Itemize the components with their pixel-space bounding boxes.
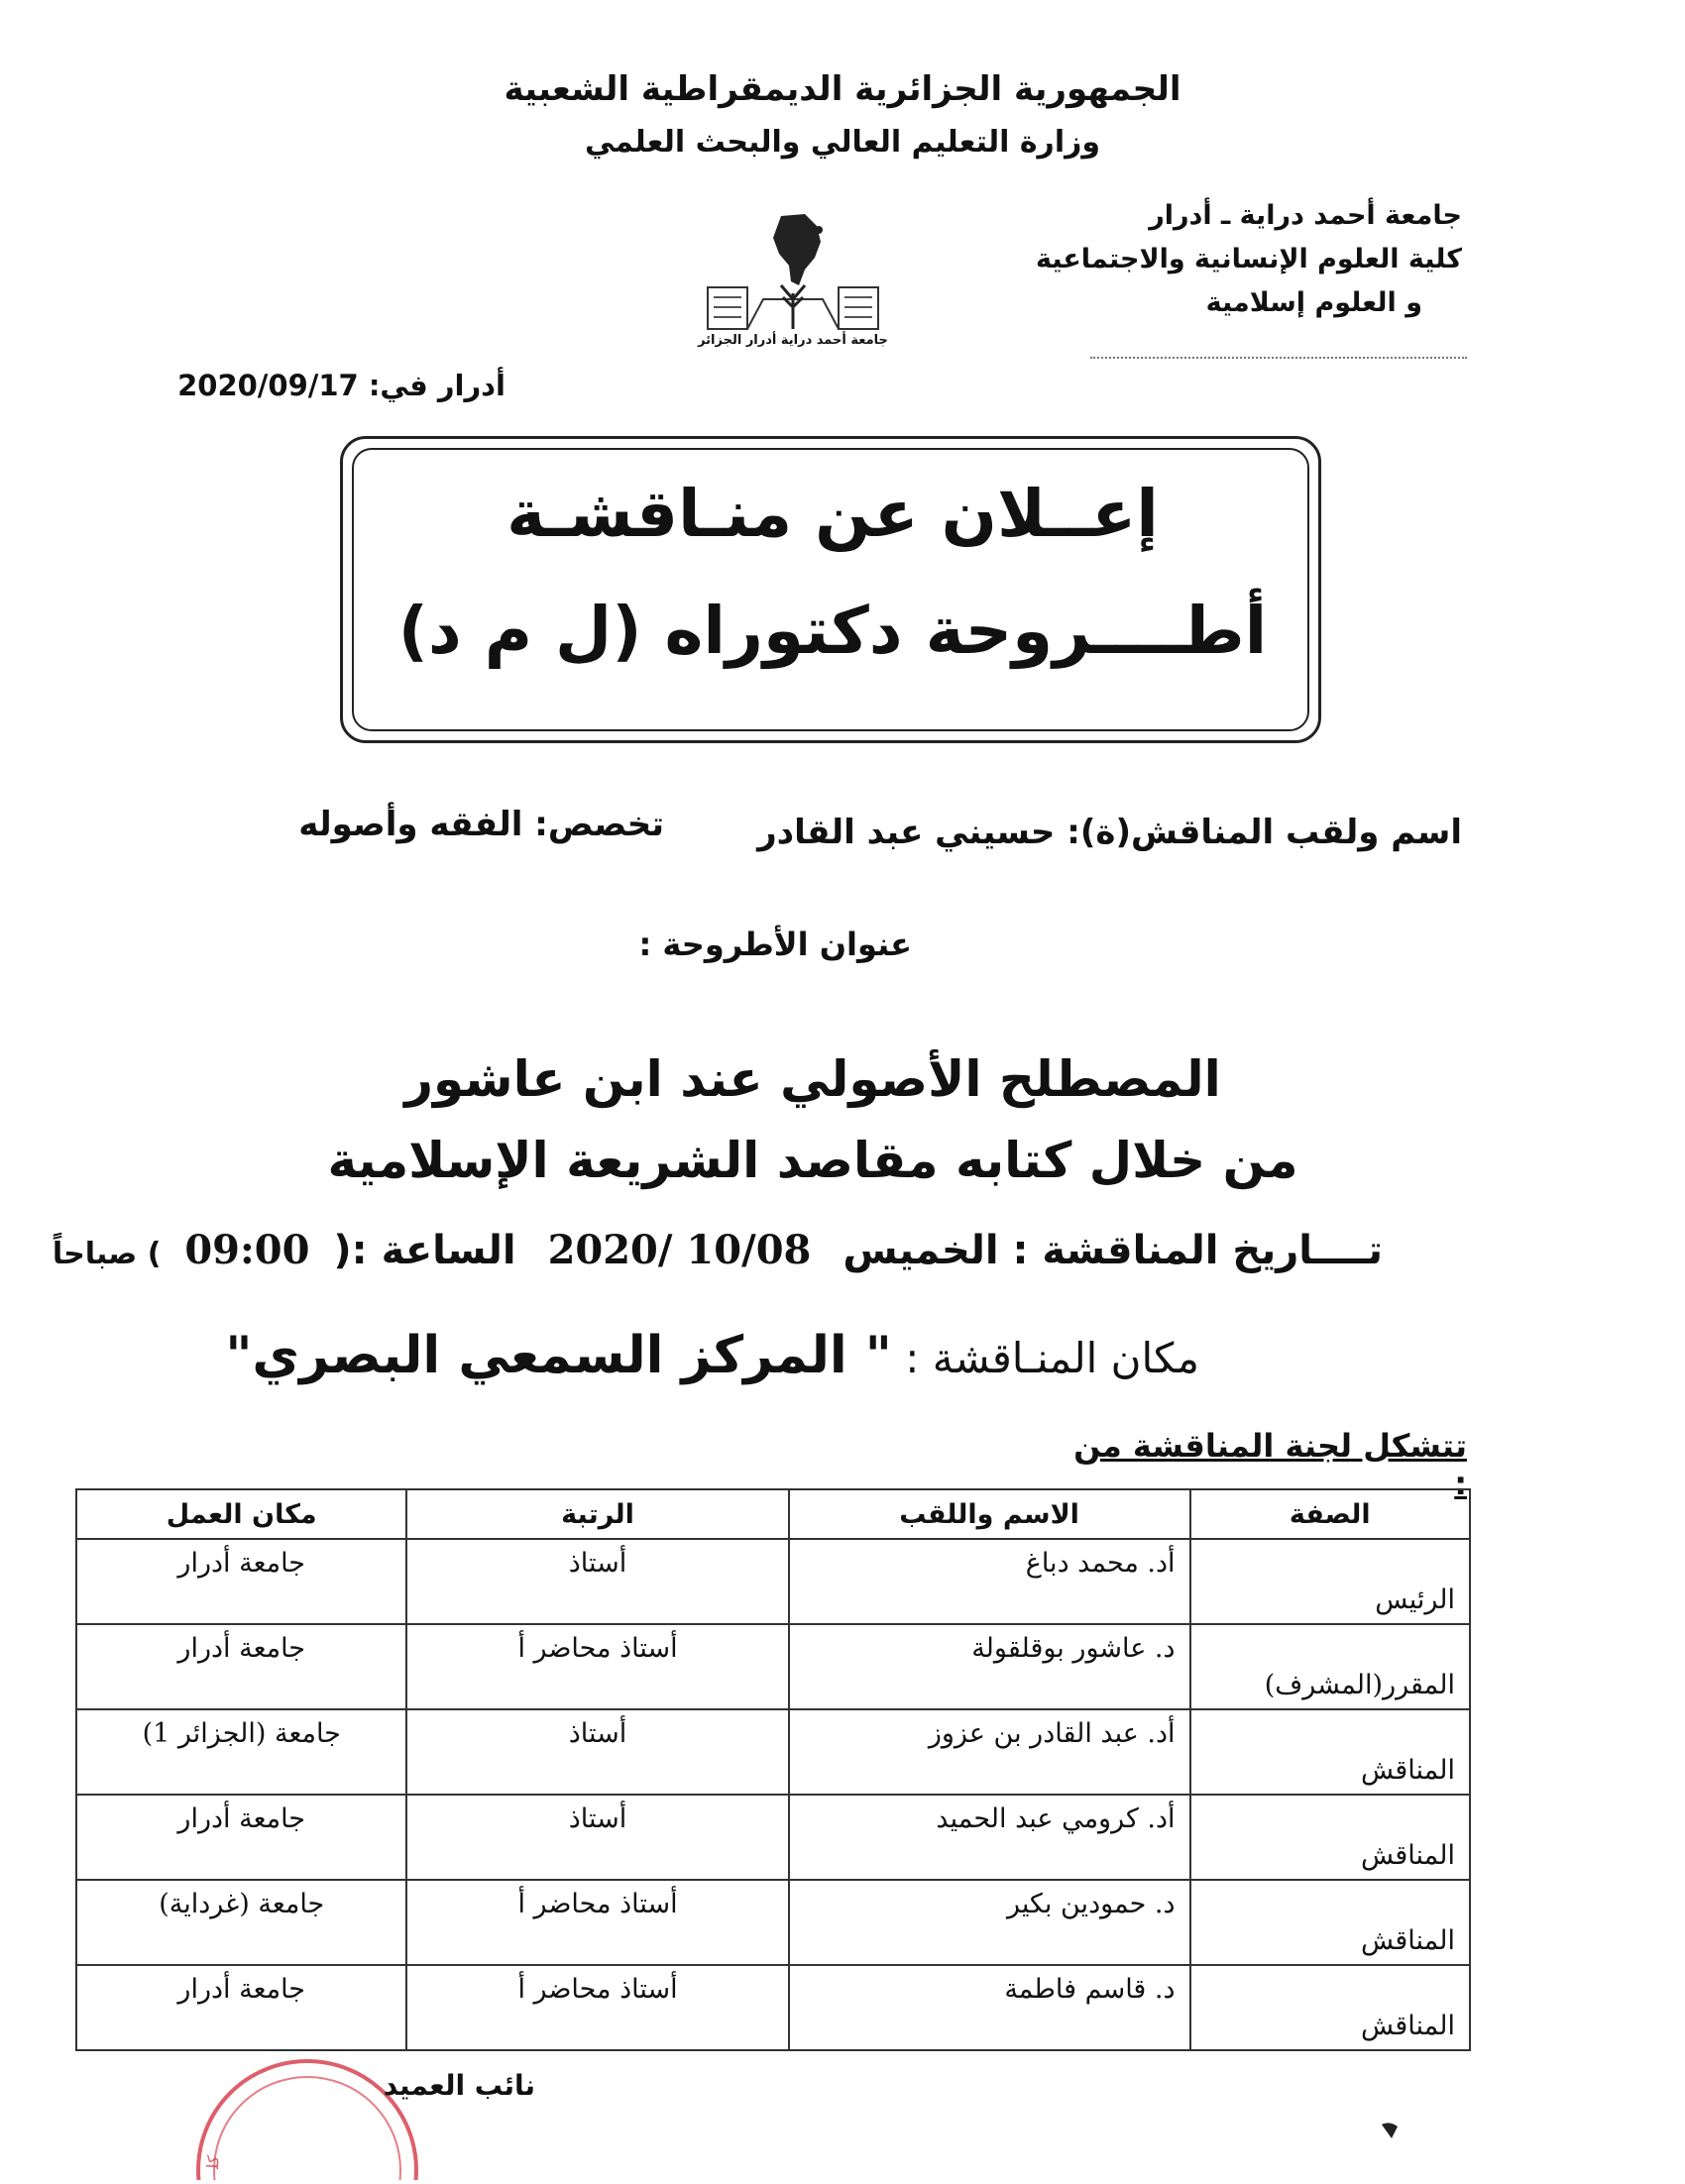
committee-table xyxy=(75,1488,1471,2051)
header-role: الصفة xyxy=(1190,1489,1470,1539)
faculty-line-2: و العلوم إسلامية xyxy=(1205,287,1422,318)
member-role: الرئيس xyxy=(1190,1539,1470,1624)
table-header-row xyxy=(76,1489,1470,1539)
member-workplace: جامعة أدرار xyxy=(76,1965,406,2050)
republic-header: الجمهورية الجزائرية الديمقراطية الشعبية xyxy=(504,69,1181,109)
member-role: المقرر(المشرف) xyxy=(1190,1624,1470,1709)
issue-date-value: 2020/09/17 xyxy=(177,369,359,402)
member-rank: أستاذ xyxy=(406,1539,788,1624)
header-name: الاسم واللقب xyxy=(789,1489,1190,1539)
defense-date-label: تــــاريخ المناقشة : xyxy=(1012,1228,1383,1273)
member-role: المناقش xyxy=(1190,1880,1470,1965)
defense-day: الخميس xyxy=(842,1228,999,1273)
member-workplace: جامعة أدرار xyxy=(76,1795,406,1880)
member-rank: أستاذ xyxy=(406,1795,788,1880)
member-role: المناقش xyxy=(1190,1709,1470,1795)
africa-map-logo-icon xyxy=(694,208,892,337)
member-name: د. حمودين بكير xyxy=(789,1880,1190,1965)
member-name: د. عاشور بوقلقولة xyxy=(789,1624,1190,1709)
university-block xyxy=(986,194,1462,325)
defense-date-value: 2020/ 10/08 xyxy=(547,1227,812,1273)
candidate-name-label: اسم ولقب المناقش(ة): xyxy=(1067,813,1462,852)
specialty-value: الفقه وأصوله xyxy=(298,805,523,844)
issue-date xyxy=(168,369,506,402)
defense-time-label: الساعة :( xyxy=(333,1228,516,1273)
university-divider xyxy=(1090,357,1467,359)
defense-date xyxy=(52,1227,1383,1273)
page-mark-icon xyxy=(1378,2121,1402,2140)
stamp-text: كل xyxy=(202,2154,223,2170)
issue-date-label: أدرار في: xyxy=(368,369,506,402)
faculty-line-1: كلية العلوم الإنسانية والاجتماعية xyxy=(1035,244,1462,274)
header-workplace: مكان العمل xyxy=(76,1489,406,1539)
table-row xyxy=(76,1624,1470,1709)
member-workplace: جامعة (غرداية) xyxy=(76,1880,406,1965)
committee-label: تتشكل لجنة المناقشة من : xyxy=(1073,1427,1467,1502)
member-workplace: جامعة أدرار xyxy=(76,1539,406,1624)
university-name: جامعة أحمد دراية ـ أدرار xyxy=(1149,200,1462,231)
member-role: المناقش xyxy=(1190,1965,1470,2050)
defense-place-value: " المركز السمعي البصري" xyxy=(225,1326,892,1385)
announcement-title: إعــلان عن منـاقشـة xyxy=(506,476,1159,552)
thesis-title-line-1: المصطلح الأصولي عند ابن عاشور xyxy=(404,1050,1221,1108)
member-workplace: جامعة أدرار xyxy=(76,1624,406,1709)
member-rank: أستاذ محاضر أ xyxy=(406,1965,788,2050)
table-row xyxy=(76,1880,1470,1965)
defense-place xyxy=(225,1326,1199,1385)
member-name: د. قاسم فاطمة xyxy=(789,1965,1190,2050)
member-name: أد. عبد القادر بن عزوز xyxy=(789,1709,1190,1795)
table-row xyxy=(76,1539,1470,1624)
member-workplace: جامعة (الجزائر 1) xyxy=(76,1709,406,1795)
member-role: المناقش xyxy=(1190,1795,1470,1880)
candidate-name-value: حسيني عبد القادر xyxy=(757,813,1056,852)
table-row xyxy=(76,1795,1470,1880)
member-rank: أستاذ محاضر أ xyxy=(406,1624,788,1709)
member-rank: أستاذ xyxy=(406,1709,788,1795)
announcement-subtitle: أطــــروحة دكتوراه (ل م د) xyxy=(397,593,1268,669)
member-name: أد. محمد دباغ xyxy=(789,1539,1190,1624)
defense-time-suffix: ) صباحاً xyxy=(52,1237,162,1271)
ministry-header: وزارة التعليم العالي والبحث العلمي xyxy=(584,125,1101,160)
defense-place-label: مكان المنـاقشة : xyxy=(905,1334,1199,1382)
signature-label: نائب العميد xyxy=(383,2069,535,2102)
logo-caption: جامعة أحمد دراية أدرار الجزائر xyxy=(698,333,888,348)
thesis-title-label: عنوان الأطروحة : xyxy=(638,926,912,963)
header-rank: الرتبة xyxy=(406,1489,788,1539)
thesis-title-line-2: من خلال كتابه مقاصد الشريعة الإسلامية xyxy=(327,1132,1298,1189)
specialty-label: تخصص: xyxy=(534,805,664,844)
defense-time: 09:00 xyxy=(184,1227,310,1273)
candidate-name xyxy=(748,813,1462,852)
member-name: أد. كرومي عبد الحميد xyxy=(789,1795,1190,1880)
member-rank: أستاذ محاضر أ xyxy=(406,1880,788,1965)
table-row xyxy=(76,1709,1470,1795)
candidate-specialty xyxy=(248,805,664,844)
